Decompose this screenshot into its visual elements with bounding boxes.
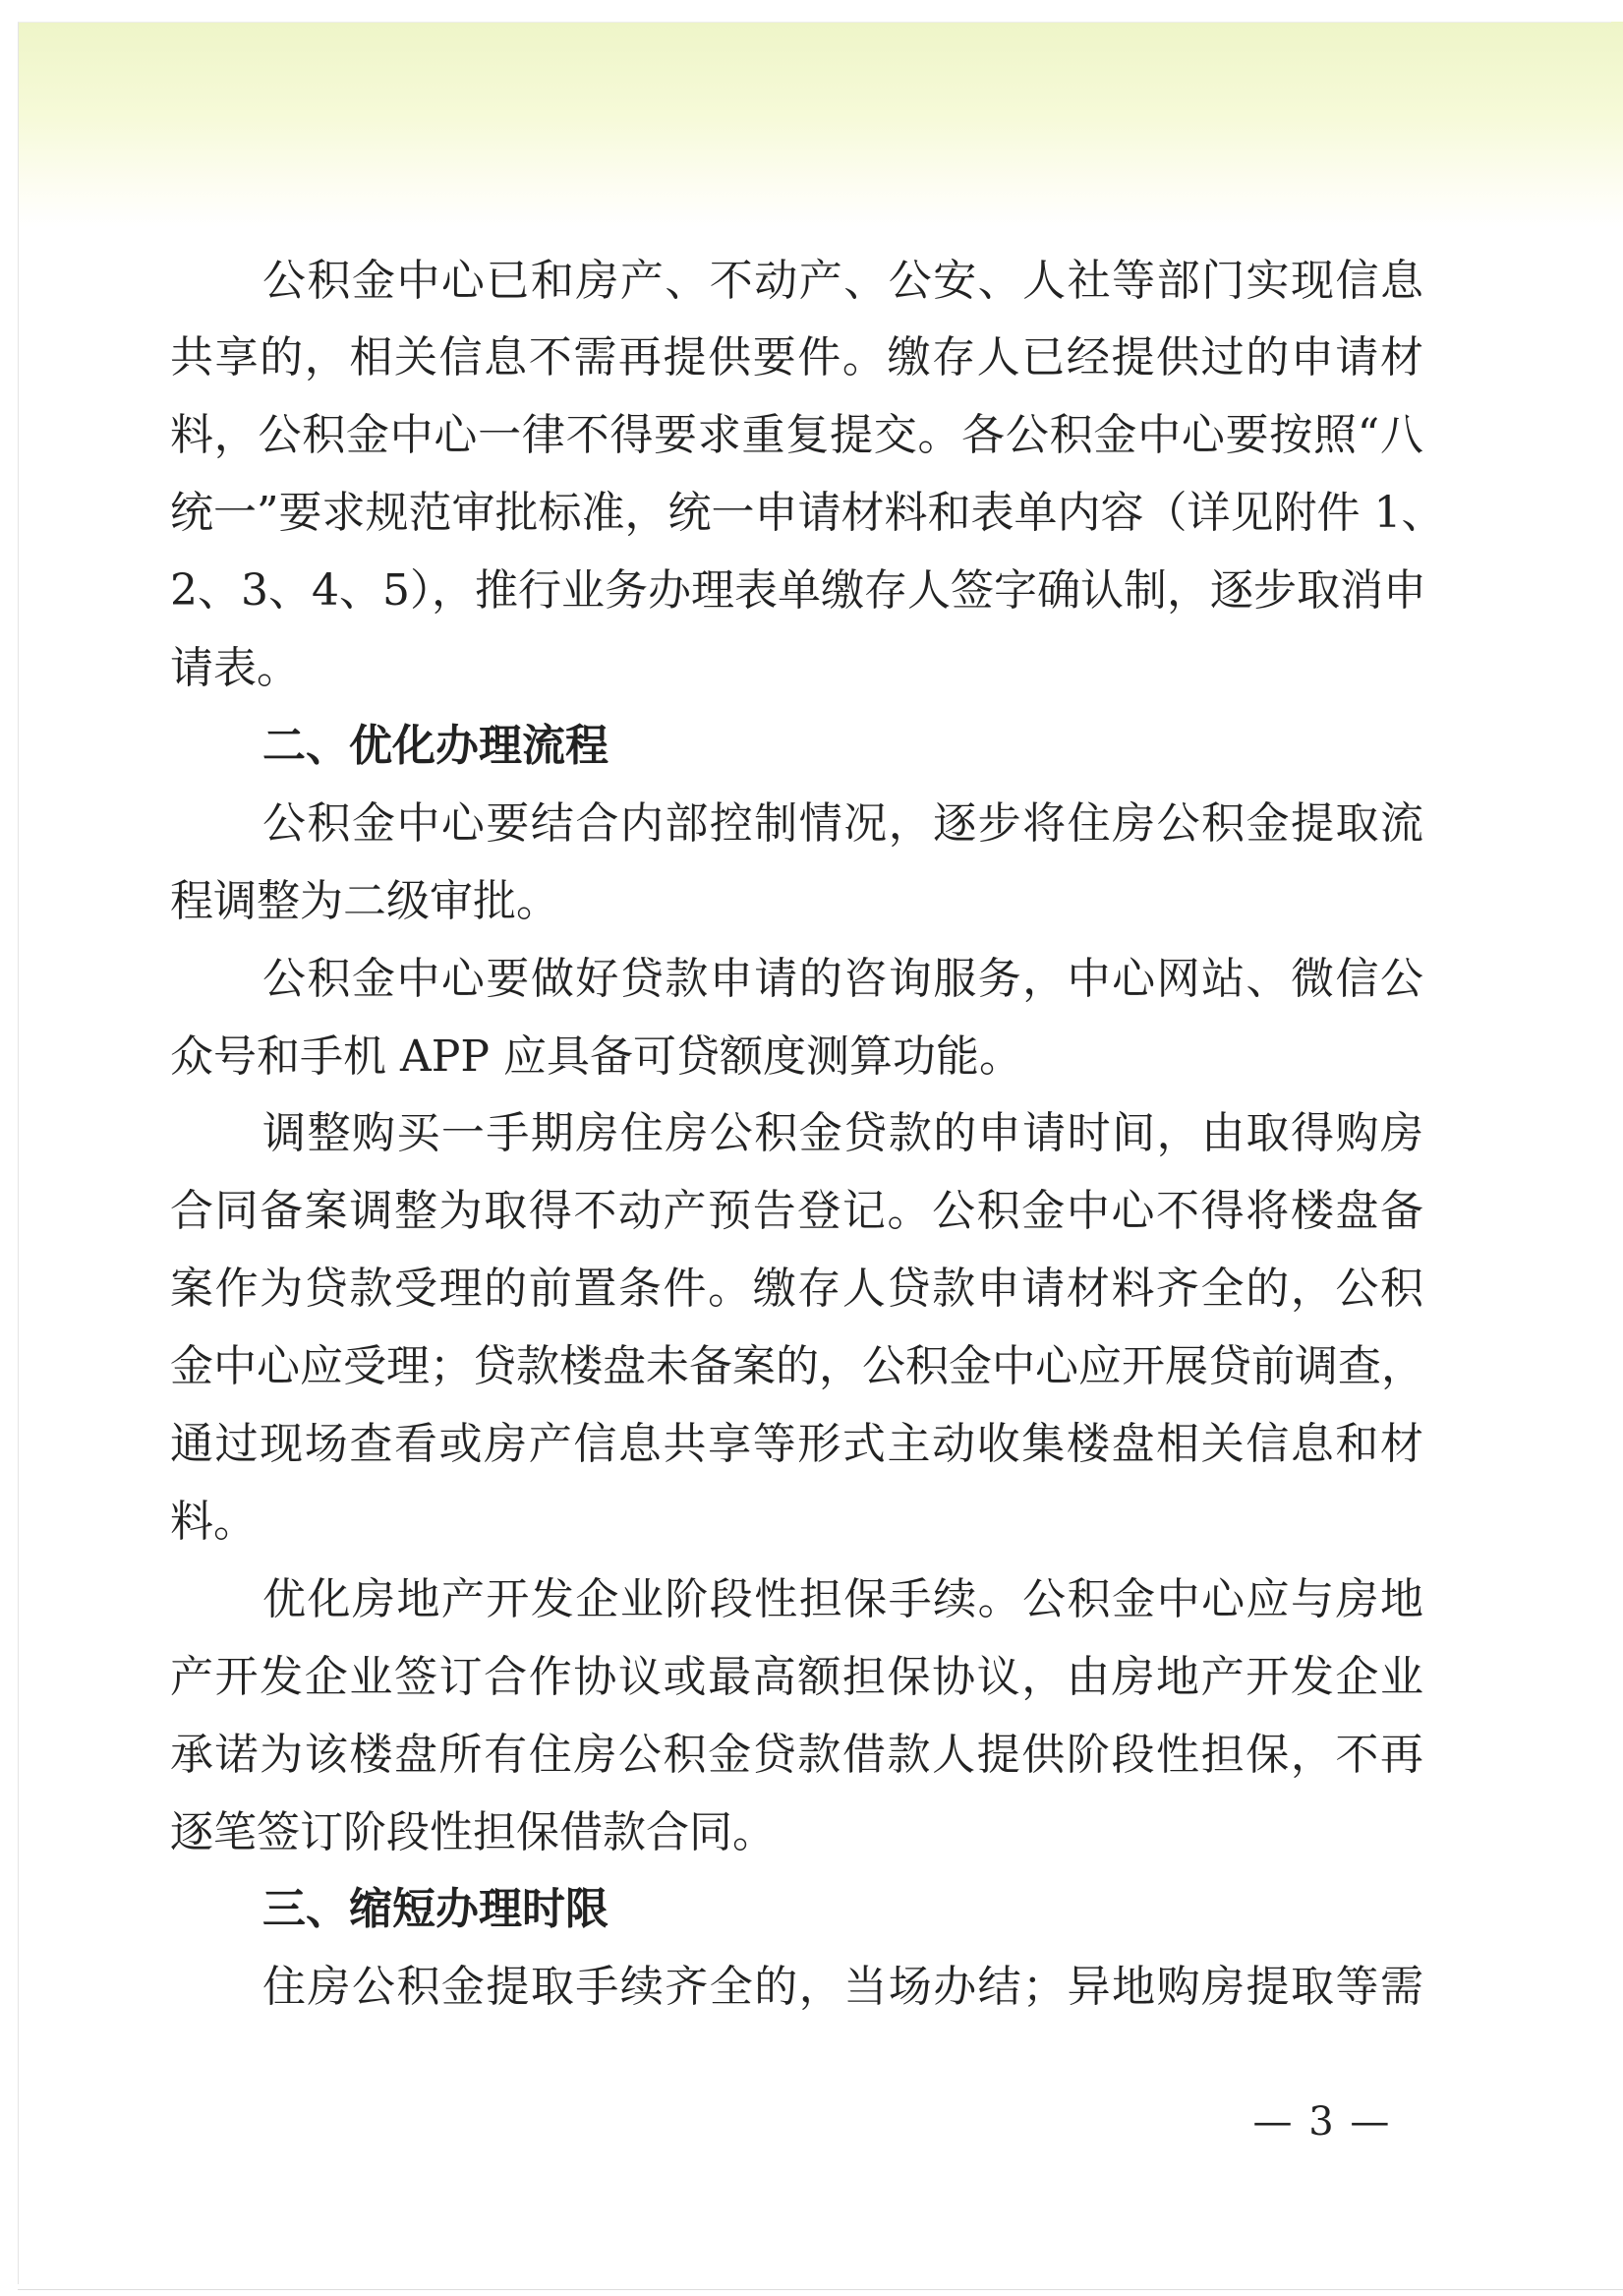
text-line: 共享的，相关信息不需再提供要件。缴存人已经提供过的申请材	[170, 332, 1423, 383]
text-line: 请表。	[170, 643, 300, 693]
text-line: 金中心应受理；贷款楼盘未备案的，公积金中心应开展贷前调查，	[170, 1341, 1424, 1392]
text-line: 程调整为二级审批。	[170, 875, 559, 926]
page-number: — 3 —	[1252, 2099, 1392, 2145]
text-line: 调整购买一手期房住房公积金贷款的申请时间，由取得购房	[262, 1108, 1423, 1159]
text-line: 住房公积金提取手续齐全的，当场办结；异地购房提取等需	[262, 1962, 1423, 2013]
section-heading: 二、优化办理流程	[262, 720, 609, 771]
text-line: 料。	[170, 1496, 257, 1547]
text-line: 统一”要求规范审批标准，统一申请材料和表单内容（详见附件 1、	[170, 488, 1445, 539]
text-line: 承诺为该楼盘所有住房公积金贷款借款人提供阶段性担保，不再	[170, 1729, 1423, 1780]
text-line: 合同备案调整为取得不动产预告登记。公积金中心不得将楼盘备	[170, 1186, 1423, 1237]
text-line: 公积金中心要结合内部控制情况，逐步将住房公积金提取流	[262, 797, 1423, 849]
text-line: 逐笔签订阶段性担保借款合同。	[170, 1806, 776, 1857]
text-line: 公积金中心已和房产、不动产、公安、人社等部门实现信息	[262, 255, 1423, 306]
text-line: 案作为贷款受理的前置条件。缴存人贷款申请材料齐全的，公积	[170, 1264, 1423, 1315]
text-line: 众号和手机 APP 应具备可贷额度测算功能。	[170, 1030, 1022, 1082]
text-line: 2、3、4、5），推行业务办理表单缴存人签字确认制，逐步取消申	[170, 565, 1426, 617]
text-line: 优化房地产开发企业阶段性担保手续。公积金中心应与房地	[262, 1573, 1423, 1624]
text-line: 公积金中心要做好贷款申请的咨询服务，中心网站、微信公	[262, 953, 1423, 1004]
text-line: 料，公积金中心一律不得要求重复提交。各公积金中心要按照“八	[170, 410, 1423, 461]
text-line: 通过现场查看或房产信息共享等形式主动收集楼盘相关信息和材	[170, 1419, 1423, 1469]
page-bottom-edge	[18, 2289, 1623, 2290]
section-heading: 三、缩短办理时限	[262, 1884, 609, 1935]
text-line: 产开发企业签订合作协议或最高额担保协议，由房地产开发企业	[170, 1651, 1423, 1702]
